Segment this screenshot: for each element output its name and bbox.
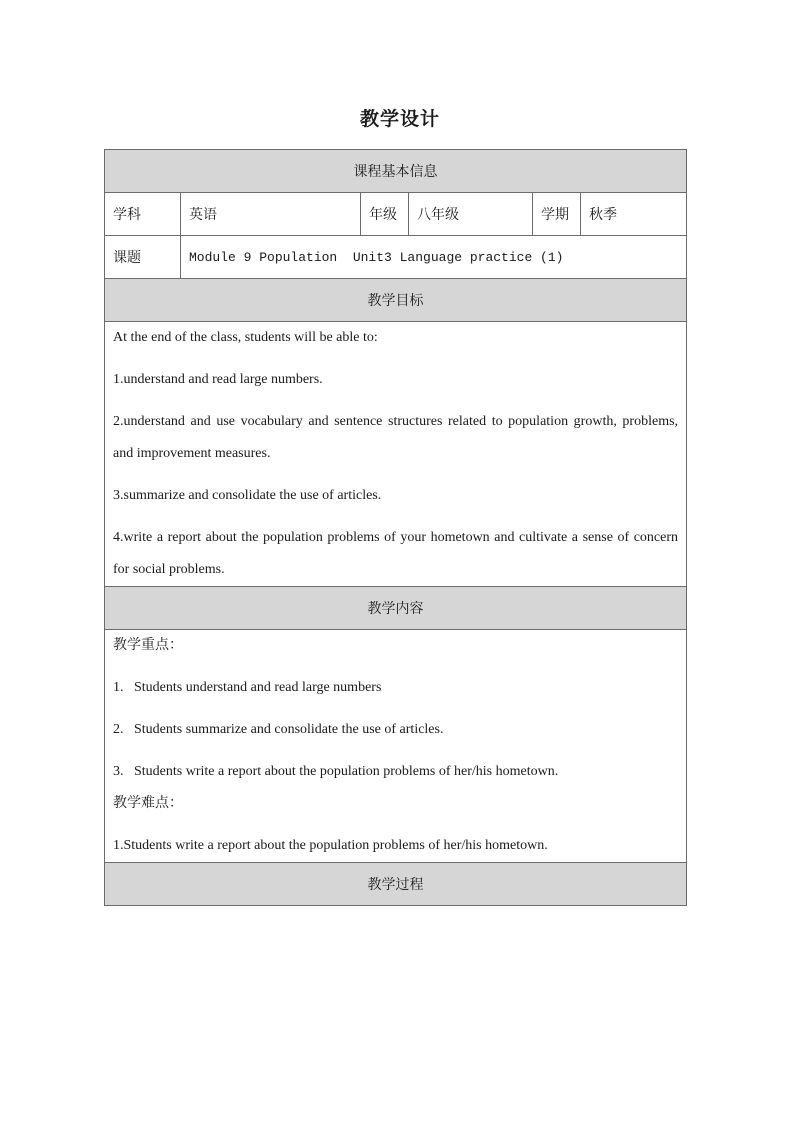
- difficult-points-label: 教学难点：: [113, 796, 183, 811]
- difficult-point-item: 1.Students write a report about the population problems of her/his hometown.: [113, 838, 548, 853]
- objective-item: 2.understand and use vocabulary and sentence structures related to population growth, problems, and improvement measures.: [113, 414, 679, 461]
- key-point-item: 2. Students summarize and consolidate the use of articles.: [113, 722, 444, 737]
- subject-label: 学科: [105, 193, 181, 236]
- content-block: [105, 630, 687, 863]
- page-title: 教学设计: [359, 109, 440, 130]
- key-points-label: 教学重点：: [113, 638, 183, 653]
- info-row: [105, 193, 687, 236]
- grade-label: 年级: [361, 193, 409, 236]
- section-header-process: [105, 863, 687, 906]
- objective-item: 3.summarize and consolidate the use of articles.: [113, 488, 382, 503]
- section-title: 课程基本信息: [105, 150, 687, 193]
- key-point-item: 1. Students understand and read large numbers: [113, 680, 382, 695]
- objective-item: 4.write a report about the population problems of your hometown and cultivate a sense of concern for social problems.: [113, 530, 679, 577]
- section-title: 教学过程: [105, 863, 687, 906]
- section-header-basic-info: [105, 150, 687, 193]
- section-title: 教学目标: [105, 279, 687, 322]
- topic-row: [105, 236, 687, 279]
- subject-value: 英语: [181, 193, 361, 236]
- topic-label: 课题: [105, 236, 181, 279]
- lesson-plan-table: [104, 149, 687, 906]
- section-header-content: [105, 587, 687, 630]
- objectives-intro: At the end of the class, students will be able to:: [113, 330, 378, 345]
- key-point-item: 3. Students write a report about the population problems of her/his hometown.: [113, 764, 559, 779]
- section-title: 教学内容: [105, 587, 687, 630]
- section-header-objectives: [105, 279, 687, 322]
- topic-value: Module 9 Population Unit3 Language practice (1): [181, 236, 687, 279]
- objectives-block: [105, 322, 687, 587]
- term-value: 秋季: [581, 193, 687, 236]
- term-label: 学期: [533, 193, 581, 236]
- objective-item: 1.understand and read large numbers.: [113, 372, 323, 387]
- grade-value: 八年级: [409, 193, 533, 236]
